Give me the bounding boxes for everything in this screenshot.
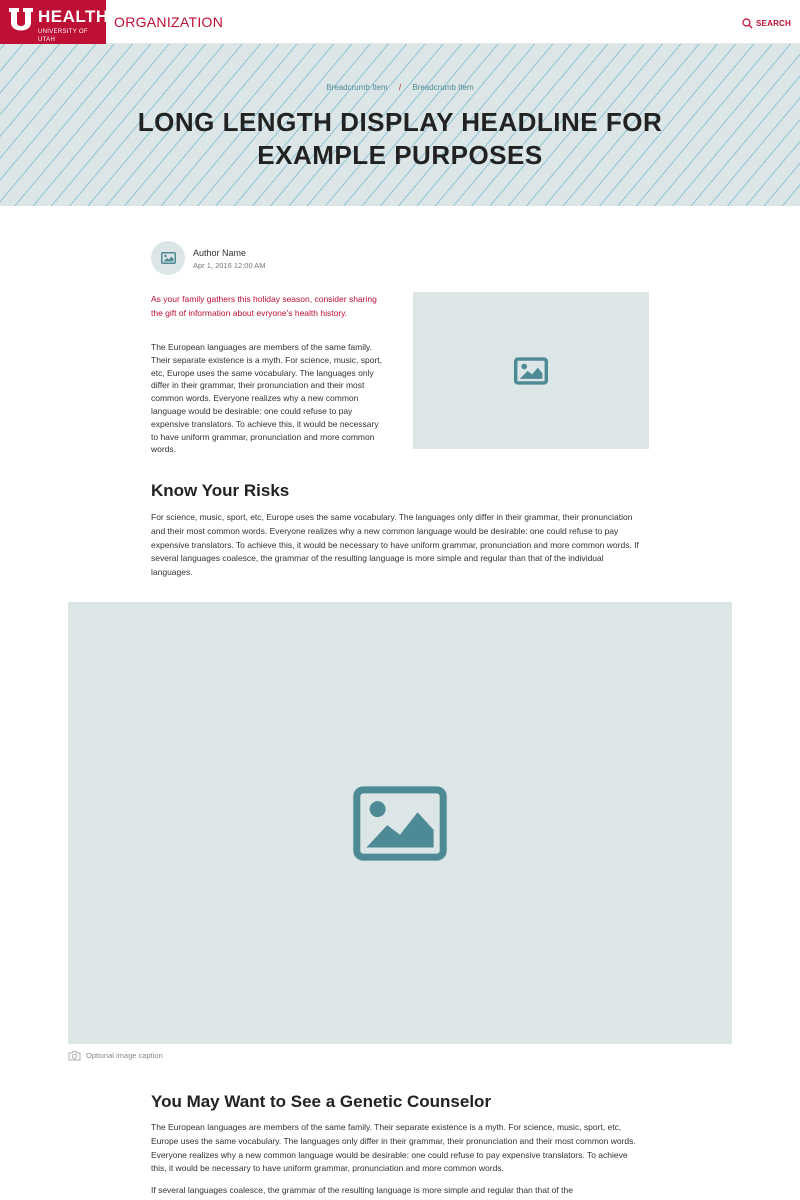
lead-paragraph: As your family gathers this holiday season, consider sharing the gift of information about evryone's health history. <box>151 294 377 318</box>
breadcrumb-item-1[interactable]: Breadcrumb Item <box>326 83 388 92</box>
featured-image-placeholder <box>68 602 732 1044</box>
camera-icon <box>68 1050 81 1061</box>
organization-name-link[interactable]: ORGANIZATION <box>114 14 224 30</box>
section-heading: Know Your Risks <box>151 481 290 500</box>
body-paragraph: The European languages are members of the same family. Their separate existence is a myth. For science, music, sport, etc, Europe uses the same vocabulary. The languages only differ in their grammar, their pronunciation and their most common words. Everyone realizes why a new common language would be desirable: one could refuse to pay expensive translators. To achieve this, it would be necessary to have uniform grammar, pronunciation and more common words. <box>151 342 383 455</box>
u-logo-icon <box>8 6 34 36</box>
image-placeholder-icon <box>352 785 448 862</box>
search-button[interactable] <box>742 16 791 30</box>
page-title: LONG LENGTH DISPLAY HEADLINE FOR EXAMPLE PURPOSES <box>137 107 663 170</box>
logo-brand-text: HEALTH <box>38 7 109 26</box>
author-avatar <box>151 241 185 275</box>
search-label: SEARCH <box>756 18 791 28</box>
publish-date: Apr 1, 2016 12:00 AM <box>193 261 266 270</box>
university-logo[interactable] <box>0 0 109 44</box>
section-heading: You May Want to See a Genetic Counselor <box>151 1092 492 1111</box>
hero-banner <box>0 44 800 206</box>
breadcrumb-item-2[interactable]: Breadcrumb Item <box>412 83 474 92</box>
breadcrumb <box>0 83 800 93</box>
author-name: Author Name <box>193 248 247 258</box>
caption-text: Optional image caption <box>86 1051 163 1060</box>
site-header <box>0 0 800 44</box>
image-placeholder-icon <box>161 252 176 264</box>
inline-image-placeholder <box>413 292 649 449</box>
image-placeholder-icon <box>514 357 548 385</box>
body-paragraph: If several languages coalesce, the grammar of the resulting language is more simple and regular than that of the <box>151 1185 573 1195</box>
search-icon <box>742 18 753 29</box>
breadcrumb-separator: / <box>398 83 402 92</box>
body-paragraph: The European languages are members of the same family. Their separate existence is a myth. For science, music, sport, etc, Europe uses the same vocabulary. The languages only differ in their grammar, their pronunciation and their most common words. Everyone realizes why a new common language would be desirable: one could refuse to pay expensive translators. To achieve this, it would be necessary to have uniform grammar, pronunciation and more common words. <box>151 1122 636 1174</box>
image-caption <box>68 1049 163 1062</box>
body-paragraph: For science, music, sport, etc, Europe uses the same vocabulary. The languages only differ in their grammar, their pronunciation and their most common words. Everyone realizes why a new common language would be desirable: one could refuse to pay expensive translators. To achieve this, it would be necessary to have uniform grammar, pronunciation and more common words. If several languages coalesce, the grammar of the resulting language is more simple and regular than that of the individual languages. <box>151 512 639 578</box>
logo-sub-text: UNIVERSITY OF UTAH <box>38 29 88 43</box>
